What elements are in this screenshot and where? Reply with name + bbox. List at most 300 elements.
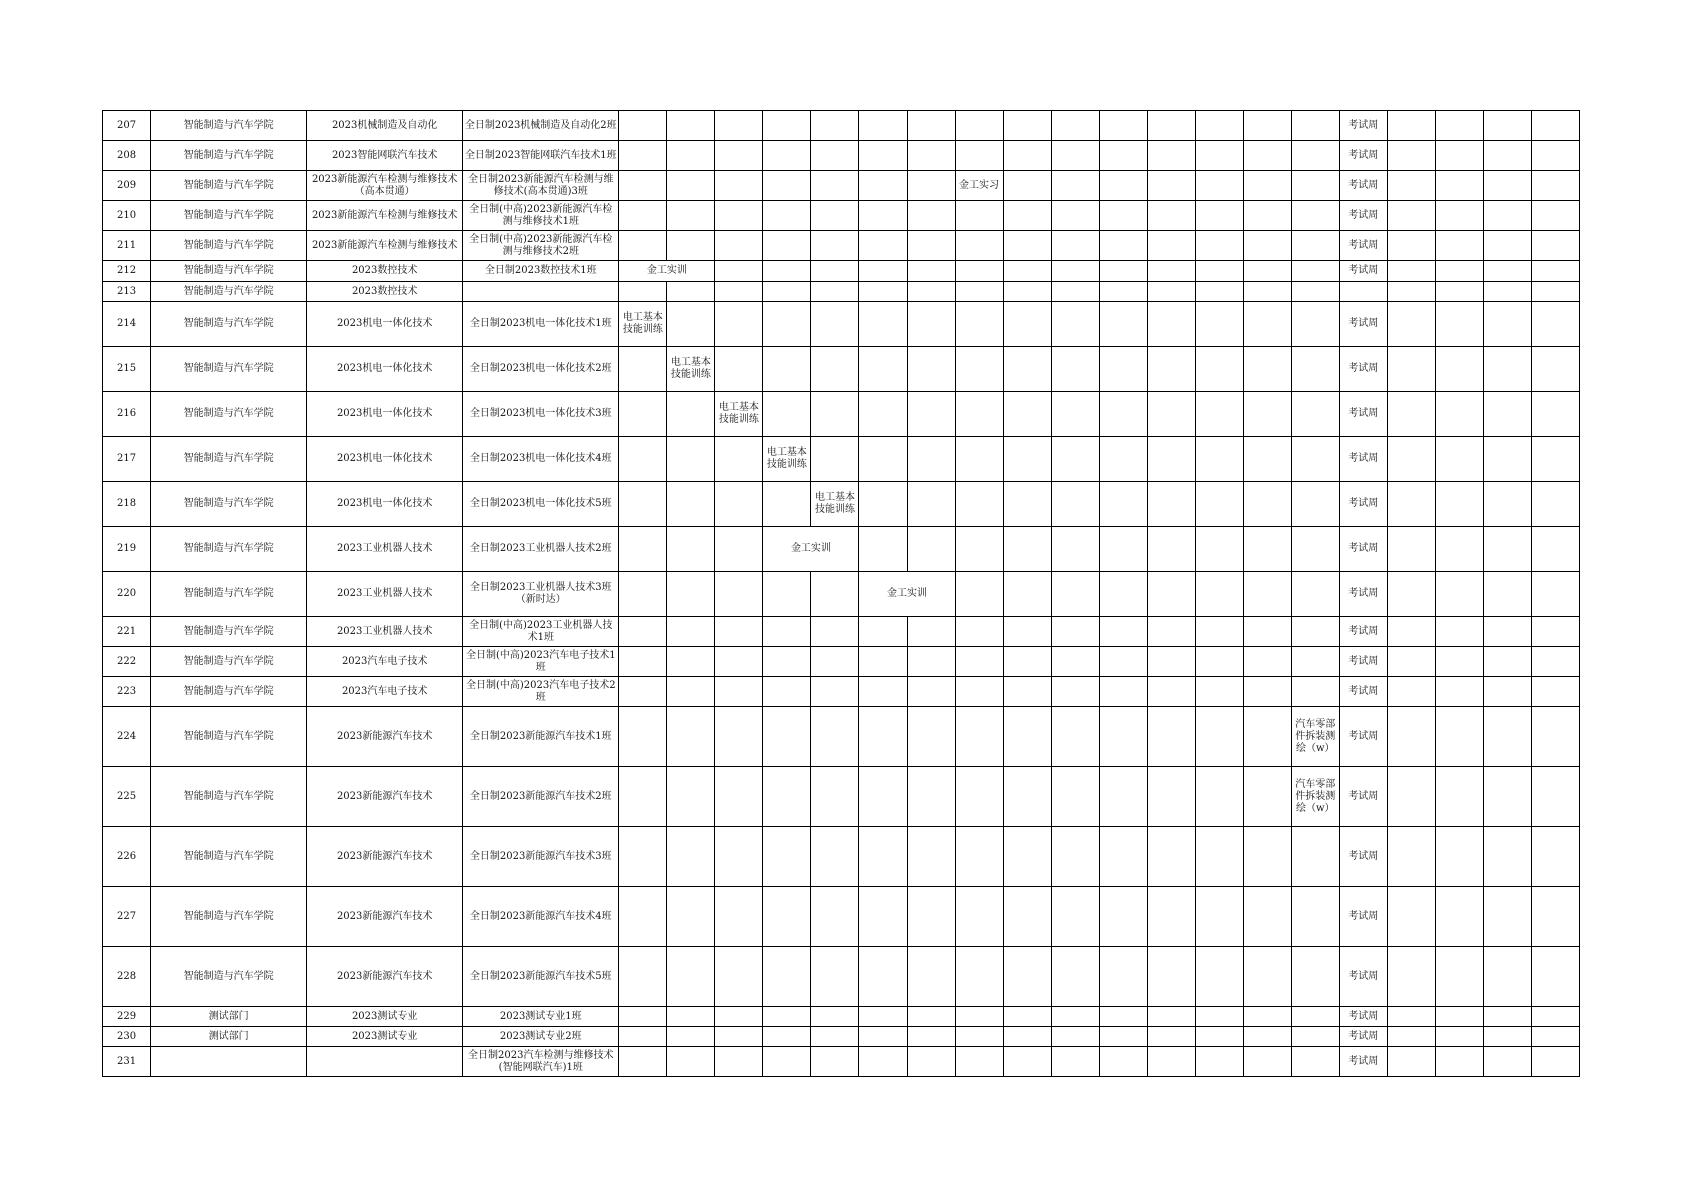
- week-cell: [619, 347, 667, 392]
- week-cell: [859, 1027, 907, 1047]
- week-cell: [1099, 347, 1147, 392]
- college-cell: 智能制造与汽车学院: [151, 261, 307, 282]
- week-cell: [1387, 231, 1435, 261]
- college-cell: 测试部门: [151, 1007, 307, 1027]
- exam-week-cell: 考试周: [1339, 201, 1387, 231]
- week-cell: [1051, 572, 1099, 617]
- week-cell: [1531, 707, 1579, 767]
- week-cell: [667, 767, 715, 827]
- week-cell: [1291, 111, 1339, 141]
- week-cell: [1435, 707, 1483, 767]
- week-cell: [1387, 111, 1435, 141]
- week-cell: [1243, 392, 1291, 437]
- week-cell: [1435, 111, 1483, 141]
- week-cell: [1147, 231, 1195, 261]
- exam-week-cell: 考试周: [1339, 111, 1387, 141]
- week-cell: [1387, 887, 1435, 947]
- week-cell: [1003, 647, 1051, 677]
- exam-week-cell: 考试周: [1339, 482, 1387, 527]
- week-cell: [859, 261, 907, 282]
- week-cell: [1483, 527, 1531, 572]
- week-cell: [955, 231, 1003, 261]
- week-cell: [1435, 827, 1483, 887]
- week-cell: [1435, 887, 1483, 947]
- week-cell: [811, 827, 859, 887]
- week-cell: [1291, 141, 1339, 171]
- row-number: 228: [103, 947, 151, 1007]
- week-cell: [715, 677, 763, 707]
- row-number: 220: [103, 572, 151, 617]
- week-cell: [955, 572, 1003, 617]
- week-cell: [1531, 261, 1579, 282]
- week-cell: [715, 527, 763, 572]
- class-name-cell: 全日制2023新能源汽车技术1班: [463, 707, 619, 767]
- week-cell: [1483, 482, 1531, 527]
- week-cell: [1147, 482, 1195, 527]
- week-cell: [715, 617, 763, 647]
- week-cell: [1099, 392, 1147, 437]
- week-cell: [955, 617, 1003, 647]
- major-cell: 2023测试专业: [307, 1007, 463, 1027]
- class-name-cell: 全日制2023新能源汽车技术5班: [463, 947, 619, 1007]
- week-cell: [907, 392, 955, 437]
- week-cell: [1195, 827, 1243, 887]
- week-cell: [667, 527, 715, 572]
- week-cell: [1051, 827, 1099, 887]
- college-cell: 智能制造与汽车学院: [151, 392, 307, 437]
- college-cell: 智能制造与汽车学院: [151, 282, 307, 302]
- week-cell: [1243, 282, 1291, 302]
- week-cell: [1099, 437, 1147, 482]
- college-cell: 智能制造与汽车学院: [151, 617, 307, 647]
- week-cell: [1147, 282, 1195, 302]
- week-cell: [1003, 141, 1051, 171]
- week-cell: [1195, 482, 1243, 527]
- week-cell: [811, 572, 859, 617]
- college-cell: 测试部门: [151, 1027, 307, 1047]
- week-cell: [1099, 482, 1147, 527]
- week-cell: [1051, 527, 1099, 572]
- week-cell: [715, 302, 763, 347]
- week-cell: [1195, 392, 1243, 437]
- week-cell: [667, 1007, 715, 1027]
- week-cell: [955, 527, 1003, 572]
- week-cell: [955, 887, 1003, 947]
- exam-week-cell: 考试周: [1339, 302, 1387, 347]
- week-cell: [1195, 302, 1243, 347]
- week-cell: [1435, 201, 1483, 231]
- row-number: 230: [103, 1027, 151, 1047]
- week-cell: [1147, 302, 1195, 347]
- class-name-cell: 全日制(中高)2023新能源汽车检测与维修技术1班: [463, 201, 619, 231]
- week-cell: [1387, 302, 1435, 347]
- week-cell: [619, 677, 667, 707]
- week-cell: [1483, 617, 1531, 647]
- row-number: 229: [103, 1007, 151, 1027]
- row-number: 208: [103, 141, 151, 171]
- week-cell: [1099, 707, 1147, 767]
- row-number: 213: [103, 282, 151, 302]
- college-cell: 智能制造与汽车学院: [151, 201, 307, 231]
- week-cell: [1195, 231, 1243, 261]
- week-cell: [763, 141, 811, 171]
- table-row: [103, 282, 1580, 302]
- week-cell: [1051, 647, 1099, 677]
- week-cell: [763, 887, 811, 947]
- week-cell: [955, 482, 1003, 527]
- week-cell: [715, 282, 763, 302]
- exam-week-cell: 考试周: [1339, 947, 1387, 1007]
- class-name-cell: 2023测试专业2班: [463, 1027, 619, 1047]
- week-cell: [907, 482, 955, 527]
- week-cell: [1387, 482, 1435, 527]
- week-cell: [1435, 1047, 1483, 1077]
- row-number: 218: [103, 482, 151, 527]
- week-cell: [1003, 827, 1051, 887]
- week-cell: [763, 947, 811, 1007]
- week-cell: [715, 437, 763, 482]
- week-cell: [811, 141, 859, 171]
- week-cell: [1051, 677, 1099, 707]
- week-cell: [619, 527, 667, 572]
- week-cell: [1099, 171, 1147, 201]
- week-cell: [1435, 1007, 1483, 1027]
- week-cell: [811, 887, 859, 947]
- week-cell: [955, 767, 1003, 827]
- week-cell: [1051, 767, 1099, 827]
- week-cell: [1147, 677, 1195, 707]
- table-row: [103, 827, 1580, 887]
- week-cell: [907, 647, 955, 677]
- week-cell: [1003, 1027, 1051, 1047]
- week-cell: [619, 1047, 667, 1077]
- week-cell: [1003, 707, 1051, 767]
- college-cell: 智能制造与汽车学院: [151, 947, 307, 1007]
- week-cell: [1387, 767, 1435, 827]
- week-cell: [1387, 141, 1435, 171]
- major-cell: 2023新能源汽车技术: [307, 707, 463, 767]
- training-cell: 电工基本技能训练: [715, 392, 763, 437]
- week-cell: [1147, 647, 1195, 677]
- class-name-cell: 2023测试专业1班: [463, 1007, 619, 1027]
- week-cell: [1051, 1027, 1099, 1047]
- week-cell: [1387, 827, 1435, 887]
- week-cell: [1291, 347, 1339, 392]
- row-number: 224: [103, 707, 151, 767]
- week-cell: [1243, 201, 1291, 231]
- week-cell: [667, 171, 715, 201]
- week-cell: [1003, 111, 1051, 141]
- major-cell: 2023工业机器人技术: [307, 617, 463, 647]
- week-cell: [1243, 677, 1291, 707]
- week-cell: [1003, 527, 1051, 572]
- week-cell: [859, 347, 907, 392]
- row-number: 225: [103, 767, 151, 827]
- week-cell: [1531, 231, 1579, 261]
- week-cell: [715, 201, 763, 231]
- week-cell: [1483, 887, 1531, 947]
- major-cell: 2023新能源汽车检测与维修技术: [307, 201, 463, 231]
- table-row: [103, 647, 1580, 677]
- week-cell: [667, 572, 715, 617]
- week-cell: [907, 282, 955, 302]
- week-cell: [1003, 302, 1051, 347]
- class-name-cell: 全日制(中高)2023汽车电子技术1班: [463, 647, 619, 677]
- week-cell: [1051, 1047, 1099, 1077]
- week-cell: [1051, 482, 1099, 527]
- week-cell: [1483, 392, 1531, 437]
- week-cell: [763, 282, 811, 302]
- week-cell: [1435, 302, 1483, 347]
- table-row: [103, 171, 1580, 201]
- week-cell: [1387, 1047, 1435, 1077]
- class-name-cell: 全日制2023工业机器人技术3班（新时达）: [463, 572, 619, 617]
- exam-week-cell: 考试周: [1339, 171, 1387, 201]
- week-cell: [955, 1047, 1003, 1077]
- week-cell: [907, 827, 955, 887]
- week-cell: [1051, 617, 1099, 647]
- class-name-cell: 全日制2023新能源汽车技术4班: [463, 887, 619, 947]
- week-cell: [859, 1007, 907, 1027]
- week-cell: [667, 827, 715, 887]
- week-cell: [1531, 887, 1579, 947]
- exam-week-cell: 考试周: [1339, 392, 1387, 437]
- week-cell: [763, 707, 811, 767]
- week-cell: [1195, 887, 1243, 947]
- week-cell: [1243, 437, 1291, 482]
- week-cell: [1003, 437, 1051, 482]
- week-cell: [1291, 617, 1339, 647]
- row-number: 215: [103, 347, 151, 392]
- class-name-cell: 全日制(中高)2023汽车电子技术2班: [463, 677, 619, 707]
- week-cell: [1483, 827, 1531, 887]
- week-cell: [763, 1027, 811, 1047]
- week-cell: [715, 171, 763, 201]
- week-cell: [619, 887, 667, 947]
- week-cell: [1435, 572, 1483, 617]
- week-cell: [811, 201, 859, 231]
- week-cell: [1483, 1047, 1531, 1077]
- week-cell: [1483, 347, 1531, 392]
- week-cell: [1099, 527, 1147, 572]
- table-row: [103, 707, 1580, 767]
- week-cell: [859, 887, 907, 947]
- week-cell: [1051, 201, 1099, 231]
- week-cell: [1195, 111, 1243, 141]
- week-cell: [1147, 617, 1195, 647]
- week-cell: [1291, 677, 1339, 707]
- row-number: 226: [103, 827, 151, 887]
- class-name-cell: 全日制(中高)2023工业机器人技术1班: [463, 617, 619, 647]
- week-cell: [715, 347, 763, 392]
- week-cell: [667, 141, 715, 171]
- week-cell: [1291, 482, 1339, 527]
- week-cell: [1147, 767, 1195, 827]
- week-cell: [1243, 572, 1291, 617]
- week-cell: [1531, 282, 1579, 302]
- week-cell: [1243, 1047, 1291, 1077]
- college-cell: 智能制造与汽车学院: [151, 887, 307, 947]
- week-cell: [811, 171, 859, 201]
- college-cell: 智能制造与汽车学院: [151, 767, 307, 827]
- exam-week-cell: 考试周: [1339, 261, 1387, 282]
- major-cell: 2023机电一体化技术: [307, 437, 463, 482]
- week-cell: [1195, 1027, 1243, 1047]
- exam-week-cell: 考试周: [1339, 707, 1387, 767]
- college-cell: 智能制造与汽车学院: [151, 647, 307, 677]
- training-cell: 电工基本技能训练: [763, 437, 811, 482]
- training-cell: 电工基本技能训练: [619, 302, 667, 347]
- week-cell: [619, 617, 667, 647]
- week-cell: [763, 1047, 811, 1077]
- week-cell: [1531, 482, 1579, 527]
- week-cell: [1195, 767, 1243, 827]
- week-cell: [955, 677, 1003, 707]
- week-cell: [1531, 677, 1579, 707]
- week-cell: [1387, 171, 1435, 201]
- week-cell: [1291, 647, 1339, 677]
- week-cell: [1483, 572, 1531, 617]
- week-cell: [1435, 677, 1483, 707]
- week-cell: [1531, 141, 1579, 171]
- week-cell: [1147, 141, 1195, 171]
- major-cell: 2023新能源汽车技术: [307, 887, 463, 947]
- week-cell: [1003, 1007, 1051, 1027]
- week-cell: [811, 677, 859, 707]
- week-cell: [1003, 171, 1051, 201]
- week-cell: [1531, 947, 1579, 1007]
- exam-week-cell: 考试周: [1339, 527, 1387, 572]
- week-cell: [859, 947, 907, 1007]
- major-cell: 2023新能源汽车检测与维修技术（高本贯通）: [307, 171, 463, 201]
- college-cell: 智能制造与汽车学院: [151, 231, 307, 261]
- week-cell: [1483, 1027, 1531, 1047]
- college-cell: 智能制造与汽车学院: [151, 302, 307, 347]
- week-cell: [1195, 171, 1243, 201]
- week-cell: [1291, 1007, 1339, 1027]
- week-cell: [1435, 347, 1483, 392]
- week-cell: [1051, 1007, 1099, 1027]
- major-cell: 2023机电一体化技术: [307, 482, 463, 527]
- week-cell: [1003, 282, 1051, 302]
- week-cell: [1435, 947, 1483, 1007]
- week-cell: [811, 617, 859, 647]
- week-cell: [955, 201, 1003, 231]
- major-cell: 2023汽车电子技术: [307, 677, 463, 707]
- week-cell: [619, 141, 667, 171]
- week-cell: [763, 1007, 811, 1027]
- week-cell: [1051, 141, 1099, 171]
- week-cell: [1147, 1007, 1195, 1027]
- week-cell: [811, 947, 859, 1007]
- major-cell: 2023新能源汽车技术: [307, 767, 463, 827]
- week-cell: [907, 1027, 955, 1047]
- week-cell: [955, 647, 1003, 677]
- week-cell: [1099, 302, 1147, 347]
- week-cell: [859, 767, 907, 827]
- week-cell: [619, 111, 667, 141]
- week-cell: [763, 827, 811, 887]
- week-cell: [907, 261, 955, 282]
- week-cell: [715, 482, 763, 527]
- week-cell: [907, 677, 955, 707]
- row-number: 223: [103, 677, 151, 707]
- week-cell: [955, 282, 1003, 302]
- week-cell: [859, 231, 907, 261]
- week-cell: [1003, 347, 1051, 392]
- table-row: [103, 527, 1580, 572]
- week-cell: [811, 1027, 859, 1047]
- week-cell: [1531, 1007, 1579, 1027]
- week-cell: [907, 141, 955, 171]
- week-cell: [1147, 261, 1195, 282]
- week-cell: [1483, 437, 1531, 482]
- week-cell: [1147, 111, 1195, 141]
- week-cell: [1003, 887, 1051, 947]
- training-cell: 金工实习: [955, 171, 1003, 201]
- week-cell: [667, 437, 715, 482]
- row-number: 209: [103, 171, 151, 201]
- week-cell: [1291, 392, 1339, 437]
- week-cell: [1243, 261, 1291, 282]
- week-cell: [1147, 527, 1195, 572]
- week-cell: [1195, 572, 1243, 617]
- week-cell: [1291, 171, 1339, 201]
- week-cell: [1435, 141, 1483, 171]
- week-cell: [619, 1027, 667, 1047]
- week-cell: [811, 111, 859, 141]
- week-cell: [619, 171, 667, 201]
- week-cell: [763, 231, 811, 261]
- week-cell: [955, 141, 1003, 171]
- week-cell: [1243, 707, 1291, 767]
- table-row: [103, 1047, 1580, 1077]
- row-number: 212: [103, 261, 151, 282]
- week-cell: [1435, 482, 1483, 527]
- schedule-sheet: [102, 110, 1580, 1077]
- week-cell: [1243, 767, 1291, 827]
- week-cell: [859, 482, 907, 527]
- week-cell: [955, 1007, 1003, 1027]
- week-cell: [1051, 947, 1099, 1007]
- week-cell: [1243, 827, 1291, 887]
- major-cell: 2023数控技术: [307, 261, 463, 282]
- week-cell: [763, 261, 811, 282]
- college-cell: 智能制造与汽车学院: [151, 572, 307, 617]
- training-cell: 汽车零部件拆装测绘（w）: [1291, 707, 1339, 767]
- week-cell: [1003, 572, 1051, 617]
- week-cell: [955, 261, 1003, 282]
- week-cell: [715, 231, 763, 261]
- week-cell: [859, 141, 907, 171]
- class-name-cell: 全日制2023机电一体化技术4班: [463, 437, 619, 482]
- table-row: [103, 947, 1580, 1007]
- row-number: 231: [103, 1047, 151, 1077]
- row-number: 222: [103, 647, 151, 677]
- table-row: [103, 767, 1580, 827]
- week-cell: [1291, 231, 1339, 261]
- class-name-cell: 全日制2023新能源汽车技术2班: [463, 767, 619, 827]
- week-cell: [1435, 261, 1483, 282]
- week-cell: [715, 767, 763, 827]
- week-cell: [667, 677, 715, 707]
- week-cell: [859, 617, 907, 647]
- week-cell: [811, 261, 859, 282]
- week-cell: [1243, 302, 1291, 347]
- exam-week-cell: 考试周: [1339, 827, 1387, 887]
- week-cell: [715, 1047, 763, 1077]
- week-cell: [1531, 827, 1579, 887]
